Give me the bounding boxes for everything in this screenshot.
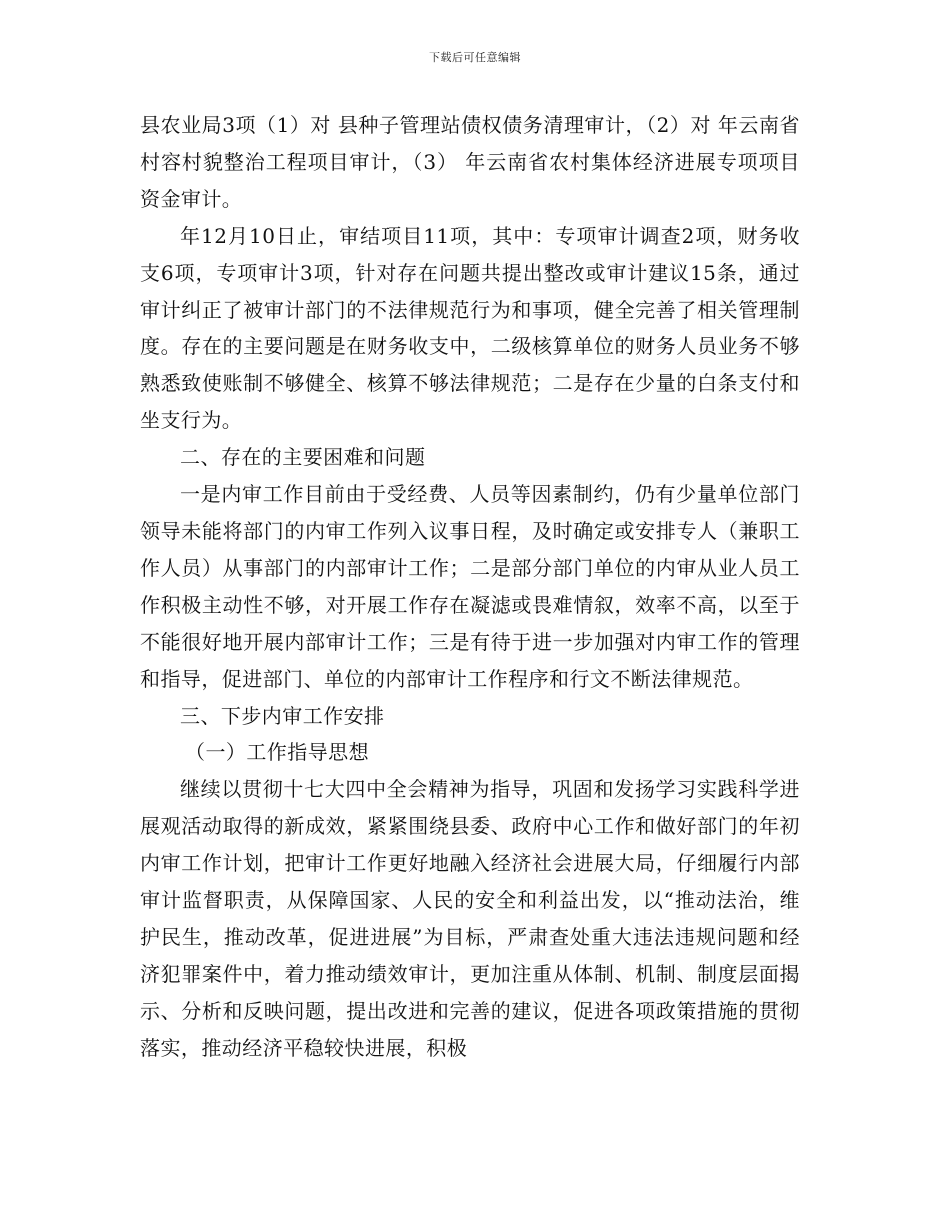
paragraph-difficulties: 一是内审工作目前由于受经费、人员等因素制约，仍有少量单位部门领导未能将部门的内审工作列入议事日程，及时确定或安排专人（兼职工作人员）从事部门的内部审计工作；二是部分部门单位的内审从业人员工作积极主动性不够，对开展工作存在凝滤或畏难情叙，效率不高，以至于不能很好地开展内部审计工作；三是有待于进一步加强对内审工作的管理和指导，促进部门、单位的内部审计工作程序和行文不断法律规范。: [140, 482, 800, 691]
section-heading-next-steps: 三、下步内审工作安排: [180, 703, 385, 728]
paragraph-audit-summary: 年12月10日止，审结项目11项，其中：专项审计调查2项，财务收支6项，专项审计3项，针对存在问题共提出整改或审计建议15条，通过审计纠正了被审计部门的不法律规范行为和事项，健全完善了相关管理制度。存在的主要问题是在财务收支中，二级核算单位的财务人员业务不够熟悉致使账制不够健全、核算不够法律规范；二是存在少量的白条支付和坐支行为。: [140, 223, 800, 433]
page-header: 下载后可任意编辑: [429, 51, 521, 64]
paragraph-guiding-thought: 继续以贯彻十七大四中全会精神为指导，巩固和发扬学习实践科学进展观活动取得的新成效，紧紧围绕县委、政府中心工作和做好部门的年初内审工作计划，把审计工作更好地融入经济社会进展大局，仔细履行内部审计监督职责，从保障国家、人民的安全和利益出发，以“推动法治，维护民生，推动改革，促进进展”为目标，严肃查处重大违法违规问题和经济犯罪案件中，着力推动绩效审计，更加注重从体制、机制、制度层面揭示、分析和反映问题，提出改进和完善的建议，促进各项政策措施的贯彻落实，推动经济平稳较快进展，积极: [140, 777, 800, 1060]
subsection-heading-guiding-thought: （一）工作指导思想: [185, 740, 370, 765]
document-body: [140, 107, 800, 1067]
paragraph-continuation: 县农业局3项（1）对 县种子管理站债权债务清理审计，（2）对 年云南省村容村貌整治工程项目审计，（3） 年云南省农村集体经济进展专项项目资金审计。: [140, 113, 800, 211]
section-heading-difficulties: 二、存在的主要困难和问题: [180, 445, 426, 470]
